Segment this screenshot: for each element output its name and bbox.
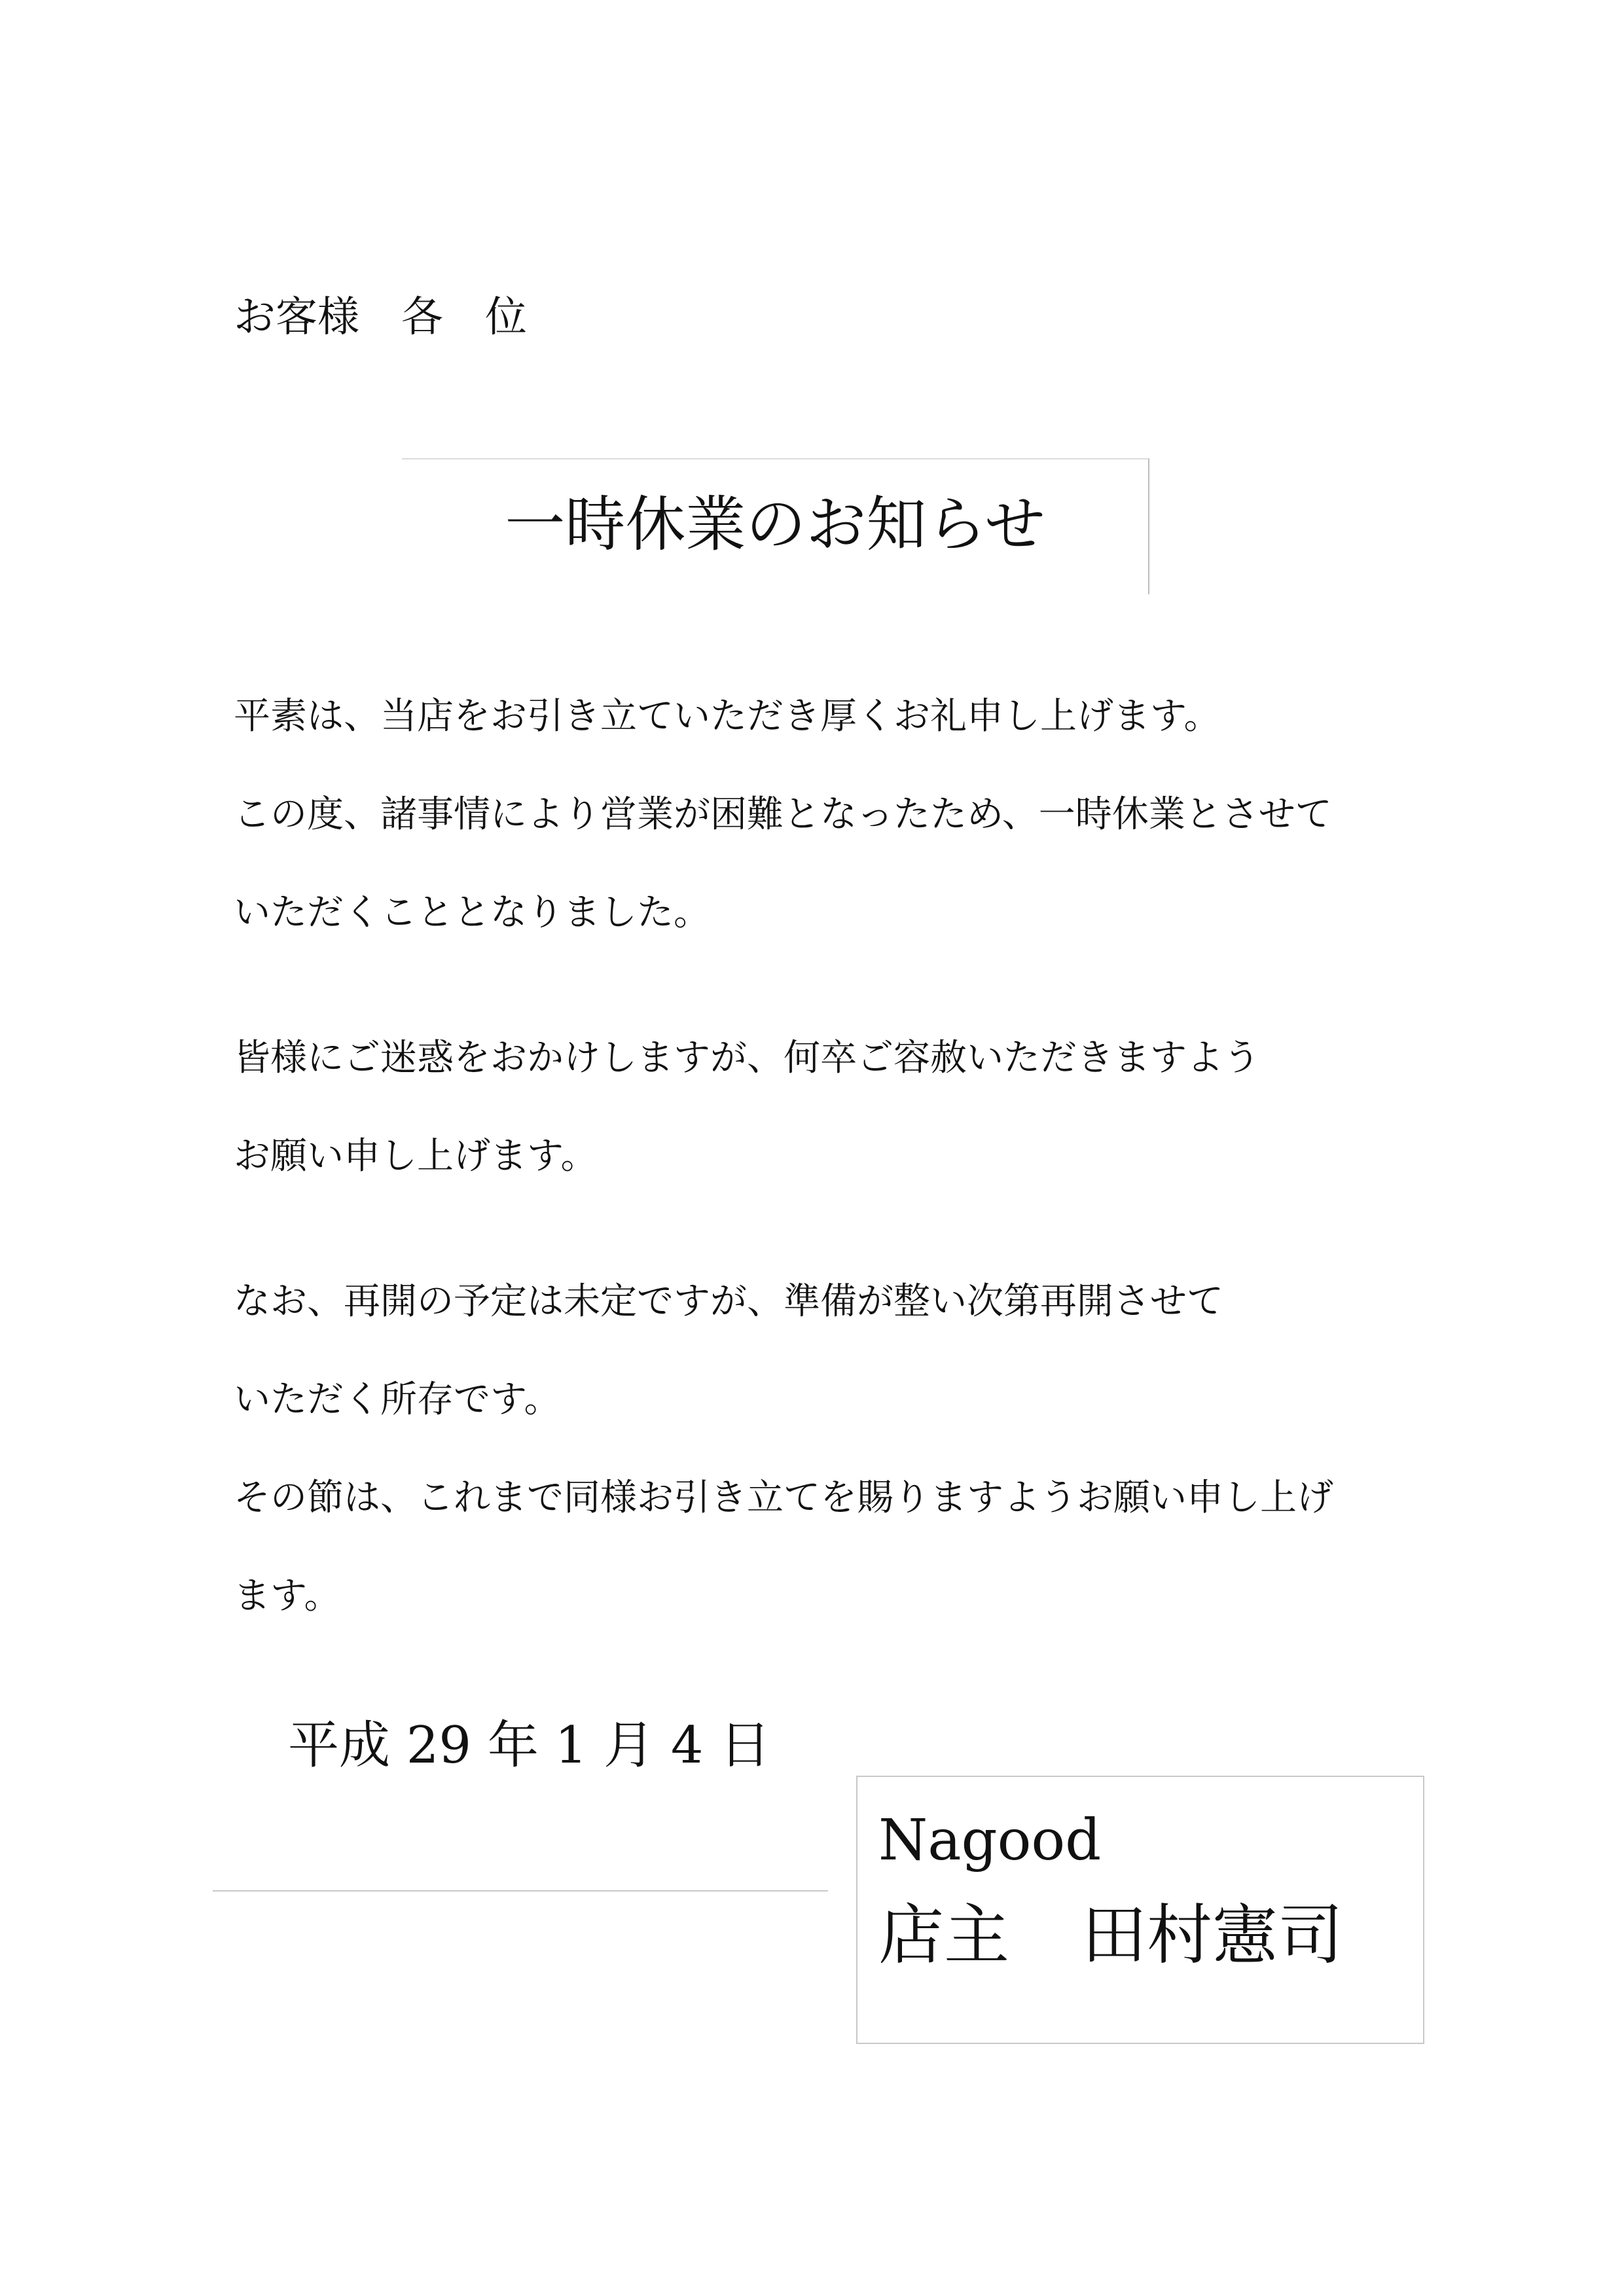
body-line: この度、諸事情により営業が困難となったため、一時休業とさせて	[234, 793, 1332, 836]
body-line: その節は、これまで同様お引き立てを賜りますようお願い申し上げ	[234, 1477, 1333, 1519]
shop-name: Nagood	[878, 1808, 1102, 1873]
owner-name: 田村憲司	[1081, 1897, 1343, 1973]
title-box	[402, 458, 1149, 594]
date-divider	[213, 1890, 828, 1892]
document-title: 一時休業のお知らせ	[505, 490, 1045, 560]
salutation: お客様 各 位	[234, 293, 527, 342]
body-line: お願い申し上げます。	[234, 1135, 598, 1177]
body-line: ます。	[234, 1575, 341, 1617]
body-line: 皆様にご迷惑をおかけしますが、何卒ご容赦いただきますよう	[234, 1037, 1260, 1079]
body-text	[234, 681, 1412, 1659]
body-line: なお、再開の予定は未定ですが、準備が整い次第再開させて	[234, 1280, 1223, 1323]
issue-date: 平成 29 年 1 月 4 日	[288, 1716, 771, 1775]
body-line: いただく所存です。	[234, 1378, 561, 1421]
body-line: 平素は、当店をお引き立ていただき厚くお礼申し上げます。	[234, 695, 1221, 738]
owner-line	[878, 1893, 1343, 1978]
signature-box	[856, 1776, 1424, 2044]
body-line: いただくこととなりました。	[234, 891, 710, 934]
owner-title: 店主	[878, 1897, 1009, 1973]
